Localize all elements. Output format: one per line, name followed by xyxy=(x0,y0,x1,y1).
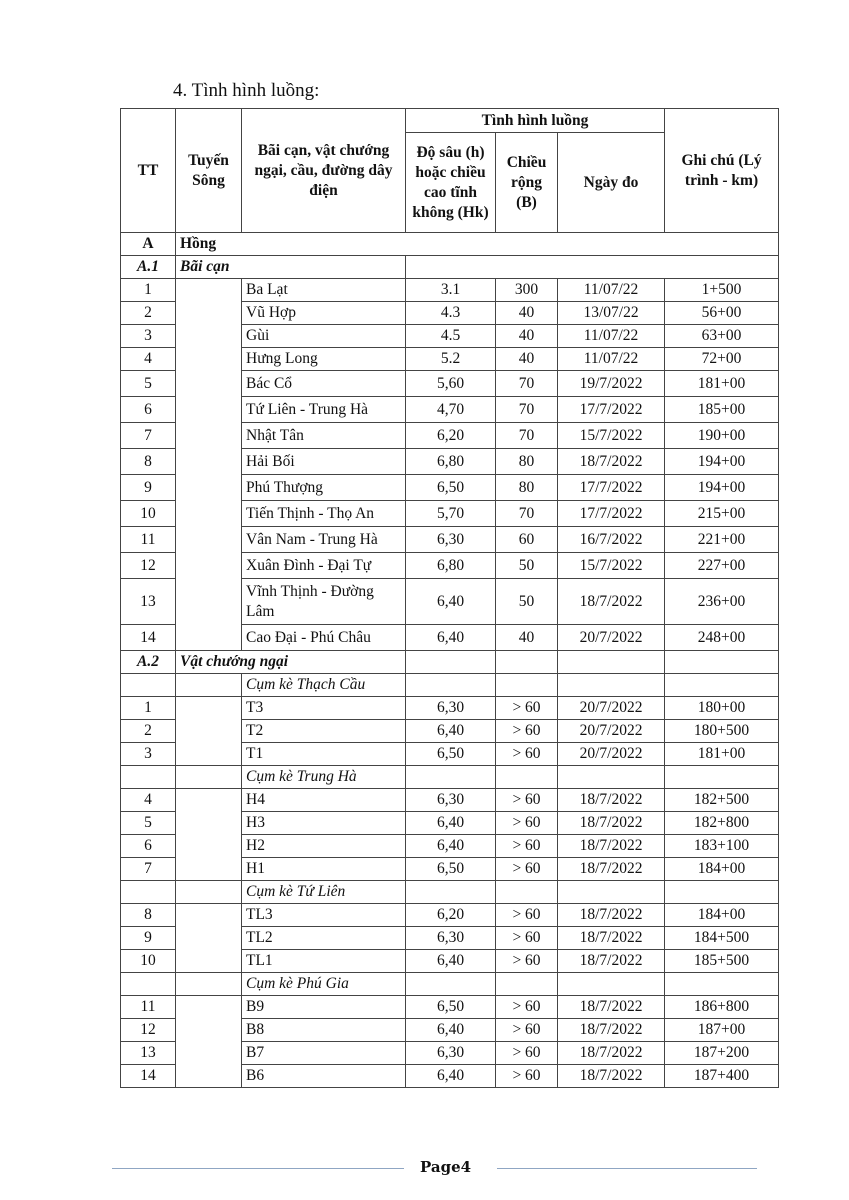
cell-note: 181+00 xyxy=(665,743,779,766)
cell-tt: 8 xyxy=(121,449,176,475)
empty-cell xyxy=(406,651,496,674)
header-ghi-chu: Ghi chú (Lý trình - km) xyxy=(665,109,779,233)
cell-name: Gùi xyxy=(242,325,406,348)
cell-name: Hải Bối xyxy=(242,449,406,475)
cell-tt: 10 xyxy=(121,950,176,973)
cell-date: 18/7/2022 xyxy=(558,812,665,835)
cell-date: 18/7/2022 xyxy=(558,1042,665,1065)
cell-date: 18/7/2022 xyxy=(558,904,665,927)
cell-depth: 6,30 xyxy=(406,697,496,720)
empty-cell xyxy=(558,973,665,996)
empty-cell xyxy=(121,766,176,789)
cell-name: Nhật Tân xyxy=(242,423,406,449)
cell-date: 20/7/2022 xyxy=(558,720,665,743)
cell-note: 72+00 xyxy=(665,348,779,371)
cell-name: B6 xyxy=(242,1065,406,1088)
cell-width: > 60 xyxy=(496,789,558,812)
cell-width: 40 xyxy=(496,625,558,651)
section-a1-empty xyxy=(406,256,779,279)
group-name: Cụm kè Tứ Liên xyxy=(242,881,406,904)
cell-depth: 4.5 xyxy=(406,325,496,348)
cell-note: 183+100 xyxy=(665,835,779,858)
cell-tuyen-song xyxy=(176,996,242,1088)
empty-cell xyxy=(665,766,779,789)
empty-cell xyxy=(558,651,665,674)
cell-tt: 9 xyxy=(121,927,176,950)
table-row xyxy=(121,904,779,927)
cell-name: Ba Lạt xyxy=(242,279,406,302)
cell-width: > 60 xyxy=(496,720,558,743)
cell-depth: 6,30 xyxy=(406,1042,496,1065)
cell-tt: 5 xyxy=(121,812,176,835)
cell-width: > 60 xyxy=(496,1042,558,1065)
cell-date: 18/7/2022 xyxy=(558,950,665,973)
cell-width: 40 xyxy=(496,348,558,371)
cell-name: B9 xyxy=(242,996,406,1019)
section-title: 4. Tình hình luồng: xyxy=(173,80,320,101)
cell-tt: 7 xyxy=(121,423,176,449)
cell-tuyen-song xyxy=(176,904,242,973)
cell-name: TL1 xyxy=(242,950,406,973)
cell-name: Cao Đại - Phú Châu xyxy=(242,625,406,651)
cell-date: 17/7/2022 xyxy=(558,501,665,527)
cell-date: 11/07/22 xyxy=(558,348,665,371)
cell-tt: 12 xyxy=(121,1019,176,1042)
cell-depth: 6,20 xyxy=(406,904,496,927)
cell-date: 18/7/2022 xyxy=(558,927,665,950)
cell-depth: 6,80 xyxy=(406,553,496,579)
cell-depth: 5.2 xyxy=(406,348,496,371)
cell-note: 184+00 xyxy=(665,904,779,927)
cell-tt: 14 xyxy=(121,1065,176,1088)
cell-name: H3 xyxy=(242,812,406,835)
cell-note: 184+00 xyxy=(665,858,779,881)
cell-date: 18/7/2022 xyxy=(558,449,665,475)
group-row xyxy=(121,674,779,697)
cell-date: 20/7/2022 xyxy=(558,625,665,651)
cell-tt: 4 xyxy=(121,348,176,371)
group-name: Cụm kè Phú Gia xyxy=(242,973,406,996)
cell-date: 18/7/2022 xyxy=(558,789,665,812)
empty-cell xyxy=(496,766,558,789)
cell-note: 1+500 xyxy=(665,279,779,302)
cell-width: > 60 xyxy=(496,1019,558,1042)
cell-name: Phú Thượng xyxy=(242,475,406,501)
cell-name: Tứ Liên - Trung Hà xyxy=(242,397,406,423)
cell-depth: 6,50 xyxy=(406,475,496,501)
cell-note: 56+00 xyxy=(665,302,779,325)
empty-cell xyxy=(558,881,665,904)
cell-tt: 5 xyxy=(121,371,176,397)
section-a-name: Hồng xyxy=(176,233,779,256)
cell-date: 18/7/2022 xyxy=(558,1019,665,1042)
empty-cell xyxy=(558,674,665,697)
cell-date: 11/07/22 xyxy=(558,325,665,348)
cell-width: > 60 xyxy=(496,950,558,973)
cell-tt: 10 xyxy=(121,501,176,527)
header-chieu-rong: Chiều rộng (B) xyxy=(496,133,558,233)
table-row xyxy=(121,789,779,812)
empty-cell xyxy=(406,973,496,996)
cell-note: 187+00 xyxy=(665,1019,779,1042)
section-a-tt: A xyxy=(121,233,176,256)
empty-cell xyxy=(496,973,558,996)
empty-cell xyxy=(496,651,558,674)
cell-depth: 6,40 xyxy=(406,625,496,651)
cell-name: H2 xyxy=(242,835,406,858)
cell-depth: 4.3 xyxy=(406,302,496,325)
section-row-a2 xyxy=(121,651,779,674)
cell-width: 40 xyxy=(496,325,558,348)
cell-date: 20/7/2022 xyxy=(558,743,665,766)
cell-name: TL3 xyxy=(242,904,406,927)
cell-note: 248+00 xyxy=(665,625,779,651)
cell-name: Vũ Hợp xyxy=(242,302,406,325)
cell-tt: 14 xyxy=(121,625,176,651)
cell-tt: 1 xyxy=(121,279,176,302)
empty-cell xyxy=(176,674,242,697)
header-tt: TT xyxy=(121,109,176,233)
cell-note: 184+500 xyxy=(665,927,779,950)
cell-depth: 6,80 xyxy=(406,449,496,475)
cell-name: Tiến Thịnh - Thọ An xyxy=(242,501,406,527)
section-a1-tt: A.1 xyxy=(121,256,176,279)
channel-status-table xyxy=(120,108,779,1088)
header-bai-can: Bãi cạn, vật chướng ngại, cầu, đường dây điện xyxy=(242,109,406,233)
cell-width: > 60 xyxy=(496,927,558,950)
cell-width: > 60 xyxy=(496,1065,558,1088)
cell-depth: 6,40 xyxy=(406,579,496,625)
cell-width: 70 xyxy=(496,371,558,397)
cell-date: 17/7/2022 xyxy=(558,475,665,501)
cell-width: > 60 xyxy=(496,812,558,835)
header-tuyen-song: Tuyến Sông xyxy=(176,109,242,233)
cell-tt: 7 xyxy=(121,858,176,881)
section-row-a1 xyxy=(121,256,779,279)
cell-tt: 11 xyxy=(121,527,176,553)
cell-depth: 5,70 xyxy=(406,501,496,527)
cell-name: T1 xyxy=(242,743,406,766)
cell-tt: 1 xyxy=(121,697,176,720)
cell-date: 15/7/2022 xyxy=(558,423,665,449)
cell-name: T3 xyxy=(242,697,406,720)
group-row xyxy=(121,766,779,789)
cell-note: 186+800 xyxy=(665,996,779,1019)
cell-depth: 6,30 xyxy=(406,527,496,553)
cell-width: > 60 xyxy=(496,835,558,858)
empty-cell xyxy=(496,881,558,904)
cell-date: 11/07/22 xyxy=(558,279,665,302)
empty-cell xyxy=(176,973,242,996)
cell-width: 40 xyxy=(496,302,558,325)
page-footer xyxy=(0,1158,849,1178)
empty-cell xyxy=(121,674,176,697)
empty-cell xyxy=(665,674,779,697)
cell-width: 70 xyxy=(496,423,558,449)
cell-note: 215+00 xyxy=(665,501,779,527)
cell-depth: 6,50 xyxy=(406,996,496,1019)
cell-depth: 6,30 xyxy=(406,789,496,812)
empty-cell xyxy=(558,766,665,789)
section-row-a xyxy=(121,233,779,256)
cell-depth: 3.1 xyxy=(406,279,496,302)
cell-tt: 6 xyxy=(121,835,176,858)
cell-note: 236+00 xyxy=(665,579,779,625)
cell-depth: 6,20 xyxy=(406,423,496,449)
cell-width: 50 xyxy=(496,579,558,625)
cell-tt: 11 xyxy=(121,996,176,1019)
group-row xyxy=(121,973,779,996)
cell-date: 19/7/2022 xyxy=(558,371,665,397)
cell-width: > 60 xyxy=(496,904,558,927)
cell-date: 16/7/2022 xyxy=(558,527,665,553)
cell-date: 18/7/2022 xyxy=(558,579,665,625)
cell-name: H4 xyxy=(242,789,406,812)
cell-depth: 6,40 xyxy=(406,950,496,973)
cell-note: 185+500 xyxy=(665,950,779,973)
cell-note: 182+500 xyxy=(665,789,779,812)
cell-width: > 60 xyxy=(496,858,558,881)
cell-tt: 9 xyxy=(121,475,176,501)
group-name: Cụm kè Trung Hà xyxy=(242,766,406,789)
cell-date: 18/7/2022 xyxy=(558,1065,665,1088)
cell-width: 300 xyxy=(496,279,558,302)
section-a1-name: Bãi cạn xyxy=(176,256,406,279)
empty-cell xyxy=(121,973,176,996)
page-number: Page4 xyxy=(420,1158,472,1176)
cell-width: 80 xyxy=(496,449,558,475)
cell-depth: 6,50 xyxy=(406,743,496,766)
cell-width: 60 xyxy=(496,527,558,553)
cell-tuyen-song xyxy=(176,279,242,651)
cell-date: 20/7/2022 xyxy=(558,697,665,720)
cell-name: Xuân Đình - Đại Tự xyxy=(242,553,406,579)
cell-date: 13/07/22 xyxy=(558,302,665,325)
cell-name: B8 xyxy=(242,1019,406,1042)
section-a2-tt: A.2 xyxy=(121,651,176,674)
cell-name: T2 xyxy=(242,720,406,743)
cell-note: 227+00 xyxy=(665,553,779,579)
cell-date: 18/7/2022 xyxy=(558,835,665,858)
cell-tt: 13 xyxy=(121,579,176,625)
empty-cell xyxy=(121,881,176,904)
cell-tuyen-song xyxy=(176,789,242,881)
cell-width: 70 xyxy=(496,501,558,527)
cell-note: 194+00 xyxy=(665,475,779,501)
section-a2-name: Vật chướng ngại xyxy=(176,651,406,674)
empty-cell xyxy=(176,766,242,789)
cell-note: 194+00 xyxy=(665,449,779,475)
cell-depth: 4,70 xyxy=(406,397,496,423)
cell-width: > 60 xyxy=(496,743,558,766)
cell-tuyen-song xyxy=(176,697,242,766)
cell-depth: 6,50 xyxy=(406,858,496,881)
empty-cell xyxy=(406,766,496,789)
cell-tt: 2 xyxy=(121,720,176,743)
cell-depth: 6,40 xyxy=(406,835,496,858)
cell-width: > 60 xyxy=(496,697,558,720)
cell-note: 185+00 xyxy=(665,397,779,423)
cell-name: Vĩnh Thịnh - Đường Lâm xyxy=(242,579,406,625)
cell-width: 50 xyxy=(496,553,558,579)
cell-tt: 13 xyxy=(121,1042,176,1065)
cell-depth: 6,40 xyxy=(406,720,496,743)
empty-cell xyxy=(406,881,496,904)
cell-note: 221+00 xyxy=(665,527,779,553)
header-ngay-do: Ngày đo xyxy=(558,133,665,233)
cell-tt: 8 xyxy=(121,904,176,927)
cell-note: 180+00 xyxy=(665,697,779,720)
footer-divider-right xyxy=(497,1168,757,1169)
cell-note: 187+400 xyxy=(665,1065,779,1088)
cell-note: 180+500 xyxy=(665,720,779,743)
cell-name: H1 xyxy=(242,858,406,881)
cell-tt: 2 xyxy=(121,302,176,325)
group-row xyxy=(121,881,779,904)
empty-cell xyxy=(665,973,779,996)
header-group-tinh-hinh-luong: Tình hình luồng xyxy=(406,109,665,133)
empty-cell xyxy=(665,651,779,674)
footer-divider-left xyxy=(112,1168,404,1169)
cell-note: 187+200 xyxy=(665,1042,779,1065)
cell-name: Vân Nam - Trung Hà xyxy=(242,527,406,553)
cell-tt: 12 xyxy=(121,553,176,579)
cell-name: Hưng Long xyxy=(242,348,406,371)
cell-name: TL2 xyxy=(242,927,406,950)
group-name: Cụm kè Thạch Cầu xyxy=(242,674,406,697)
cell-width: > 60 xyxy=(496,996,558,1019)
cell-width: 70 xyxy=(496,397,558,423)
cell-depth: 6,40 xyxy=(406,812,496,835)
cell-note: 190+00 xyxy=(665,423,779,449)
cell-tt: 4 xyxy=(121,789,176,812)
cell-note: 63+00 xyxy=(665,325,779,348)
cell-tt: 6 xyxy=(121,397,176,423)
cell-depth: 6,40 xyxy=(406,1065,496,1088)
cell-width: 80 xyxy=(496,475,558,501)
cell-date: 18/7/2022 xyxy=(558,858,665,881)
cell-tt: 3 xyxy=(121,743,176,766)
table-row xyxy=(121,996,779,1019)
cell-note: 182+800 xyxy=(665,812,779,835)
empty-cell xyxy=(496,674,558,697)
table-row xyxy=(121,279,779,302)
cell-note: 181+00 xyxy=(665,371,779,397)
cell-date: 17/7/2022 xyxy=(558,397,665,423)
empty-cell xyxy=(665,881,779,904)
empty-cell xyxy=(406,674,496,697)
header-do-sau: Độ sâu (h) hoặc chiều cao tĩnh không (Hk) xyxy=(406,133,496,233)
cell-tt: 3 xyxy=(121,325,176,348)
cell-date: 15/7/2022 xyxy=(558,553,665,579)
cell-name: B7 xyxy=(242,1042,406,1065)
empty-cell xyxy=(176,881,242,904)
cell-depth: 6,30 xyxy=(406,927,496,950)
cell-name: Bác Cổ xyxy=(242,371,406,397)
cell-date: 18/7/2022 xyxy=(558,996,665,1019)
table-row xyxy=(121,697,779,720)
cell-depth: 6,40 xyxy=(406,1019,496,1042)
cell-depth: 5,60 xyxy=(406,371,496,397)
